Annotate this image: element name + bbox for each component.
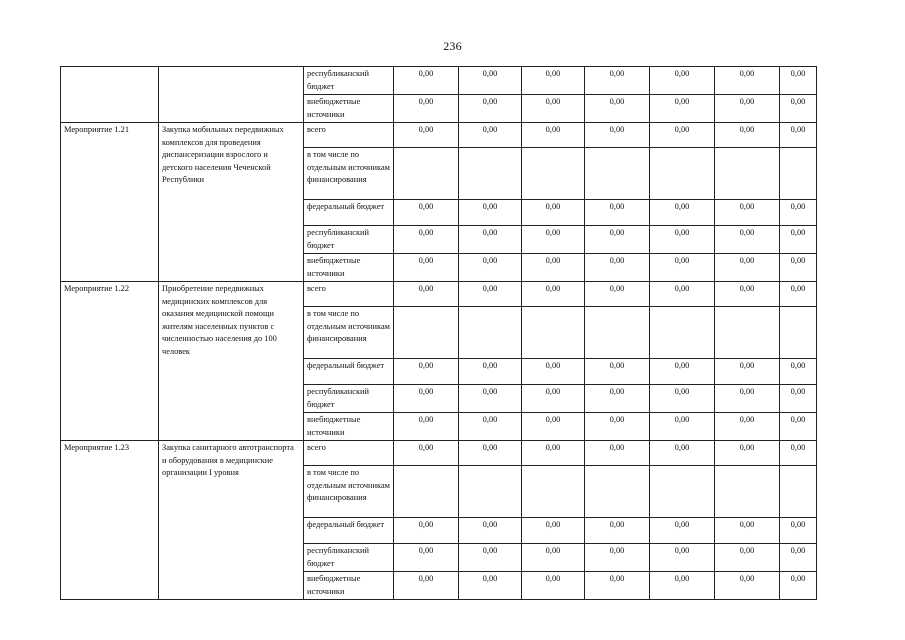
funding-source-label: в том числе по отдельным источникам финансирования [304,307,394,359]
total-value: 0,00 [780,282,817,307]
total-value: 0,00 [780,123,817,148]
federal-value: 0,00 [459,518,522,544]
extrabudgetary-value: 0,00 [650,413,715,441]
federal-value: 0,00 [459,200,522,226]
total-value: 0,00 [394,441,459,466]
extrabudgetary-value: 0,00 [522,254,585,282]
federal-value: 0,00 [715,359,780,385]
table-row [61,282,817,307]
measure-name-cell: Мероприятие 1.21 [61,123,159,282]
republican-value: 0,00 [522,226,585,254]
republican-value: 0,00 [522,544,585,572]
including-value [394,466,459,518]
republican-value: 0,00 [715,544,780,572]
total-value: 0,00 [650,123,715,148]
extrabudgetary-value: 0,00 [585,254,650,282]
funding-source-label: внебюджетные источники [304,572,394,600]
total-value: 0,00 [715,282,780,307]
including-value [780,466,817,518]
total-value: 0,00 [715,441,780,466]
total-value: 0,00 [522,441,585,466]
total-value: 0,00 [522,282,585,307]
total-value: 0,00 [585,282,650,307]
republican-value: 0,00 [459,226,522,254]
extrabudgetary-value: 0,00 [394,572,459,600]
federal-value: 0,00 [650,200,715,226]
funding-source-label: в том числе по отдельным источникам финансирования [304,466,394,518]
federal-value: 0,00 [522,518,585,544]
total-value: 0,00 [780,441,817,466]
extrabudgetary-value: 0,00 [585,95,650,123]
republican-value: 0,00 [394,226,459,254]
extrabudgetary-value: 0,00 [394,413,459,441]
federal-value: 0,00 [715,200,780,226]
measure-description-cell: Приобретение передвижных медицинских комплексов для оказания медицинской помощи жителям населенных пунктов с численностью населения до 100 человек [159,282,304,441]
table-row [61,441,817,466]
funding-source-label: внебюджетные источники [304,254,394,282]
funding-source-label: федеральный бюджет [304,518,394,544]
total-value: 0,00 [459,282,522,307]
funding-source-label: республиканский бюджет [304,67,394,95]
extrabudgetary-value: 0,00 [780,254,817,282]
including-value [650,148,715,200]
extrabudgetary-value: 0,00 [715,95,780,123]
total-value: 0,00 [585,441,650,466]
funding-source-label: всего [304,123,394,148]
extrabudgetary-value: 0,00 [650,254,715,282]
republican-value: 0,00 [394,385,459,413]
extrabudgetary-value: 0,00 [650,95,715,123]
republican-value: 0,00 [585,226,650,254]
federal-value: 0,00 [394,200,459,226]
funding-source-label: в том числе по отдельным источникам финансирования [304,148,394,200]
table-row [61,67,817,95]
including-value [394,307,459,359]
including-value [780,307,817,359]
republican-value: 0,00 [650,67,715,95]
extrabudgetary-value: 0,00 [715,572,780,600]
including-value [650,466,715,518]
funding-source-label: федеральный бюджет [304,200,394,226]
extrabudgetary-value: 0,00 [394,254,459,282]
including-value [650,307,715,359]
republican-value: 0,00 [650,385,715,413]
extrabudgetary-value: 0,00 [459,572,522,600]
funding-source-label: республиканский бюджет [304,544,394,572]
republican-value: 0,00 [585,544,650,572]
extrabudgetary-value: 0,00 [780,95,817,123]
funding-source-label: внебюджетные источники [304,95,394,123]
republican-value: 0,00 [459,385,522,413]
total-value: 0,00 [522,123,585,148]
republican-value: 0,00 [650,544,715,572]
republican-value: 0,00 [394,67,459,95]
including-value [522,307,585,359]
republican-value: 0,00 [715,385,780,413]
republican-value: 0,00 [780,67,817,95]
federal-value: 0,00 [459,359,522,385]
funding-source-label: всего [304,441,394,466]
republican-value: 0,00 [522,385,585,413]
total-value: 0,00 [394,123,459,148]
funding-source-label: республиканский бюджет [304,385,394,413]
total-value: 0,00 [459,123,522,148]
extrabudgetary-value: 0,00 [459,413,522,441]
federal-value: 0,00 [394,518,459,544]
measure-name-cell: Мероприятие 1.22 [61,282,159,441]
total-value: 0,00 [650,441,715,466]
measure-name-cell: Мероприятие 1.23 [61,441,159,600]
measure-description-cell [159,67,304,123]
total-value: 0,00 [585,123,650,148]
extrabudgetary-value: 0,00 [715,254,780,282]
including-value [780,148,817,200]
republican-value: 0,00 [394,544,459,572]
total-value: 0,00 [459,441,522,466]
page-number: 236 [443,39,462,53]
extrabudgetary-value: 0,00 [522,95,585,123]
extrabudgetary-value: 0,00 [715,413,780,441]
measure-description-cell: Закупка мобильных передвижных комплексов для проведения диспансеризации взрослого и детского населения Чеченской Республики [159,123,304,282]
total-value: 0,00 [394,282,459,307]
funding-source-label: внебюджетные источники [304,413,394,441]
total-value: 0,00 [715,123,780,148]
measure-name-cell [61,67,159,123]
total-value: 0,00 [650,282,715,307]
extrabudgetary-value: 0,00 [650,572,715,600]
extrabudgetary-value: 0,00 [780,413,817,441]
federal-value: 0,00 [650,518,715,544]
republican-value: 0,00 [780,385,817,413]
federal-value: 0,00 [585,359,650,385]
including-value [585,307,650,359]
table-body [61,67,817,600]
federal-value: 0,00 [780,518,817,544]
including-value [522,148,585,200]
republican-value: 0,00 [650,226,715,254]
republican-value: 0,00 [459,544,522,572]
republican-value: 0,00 [459,67,522,95]
extrabudgetary-value: 0,00 [459,254,522,282]
extrabudgetary-value: 0,00 [394,95,459,123]
federal-value: 0,00 [522,200,585,226]
federal-value: 0,00 [715,518,780,544]
republican-value: 0,00 [585,67,650,95]
including-value [522,466,585,518]
funding-source-label: республиканский бюджет [304,226,394,254]
extrabudgetary-value: 0,00 [459,95,522,123]
republican-value: 0,00 [522,67,585,95]
extrabudgetary-value: 0,00 [522,572,585,600]
federal-value: 0,00 [394,359,459,385]
republican-value: 0,00 [715,67,780,95]
extrabudgetary-value: 0,00 [585,413,650,441]
including-value [459,148,522,200]
funding-source-label: всего [304,282,394,307]
federal-value: 0,00 [780,359,817,385]
federal-value: 0,00 [585,518,650,544]
extrabudgetary-value: 0,00 [585,572,650,600]
federal-value: 0,00 [585,200,650,226]
measure-description-cell: Закупка санитарного автотранспорта и оборудования в медицинские организации I уровня [159,441,304,600]
federal-value: 0,00 [522,359,585,385]
including-value [459,466,522,518]
federal-value: 0,00 [780,200,817,226]
republican-value: 0,00 [585,385,650,413]
budget-table [60,66,817,600]
including-value [585,466,650,518]
republican-value: 0,00 [780,226,817,254]
republican-value: 0,00 [780,544,817,572]
table-row [61,123,817,148]
extrabudgetary-value: 0,00 [780,572,817,600]
including-value [459,307,522,359]
republican-value: 0,00 [715,226,780,254]
including-value [715,307,780,359]
including-value [715,148,780,200]
funding-source-label: федеральный бюджет [304,359,394,385]
extrabudgetary-value: 0,00 [522,413,585,441]
federal-value: 0,00 [650,359,715,385]
including-value [394,148,459,200]
including-value [715,466,780,518]
including-value [585,148,650,200]
